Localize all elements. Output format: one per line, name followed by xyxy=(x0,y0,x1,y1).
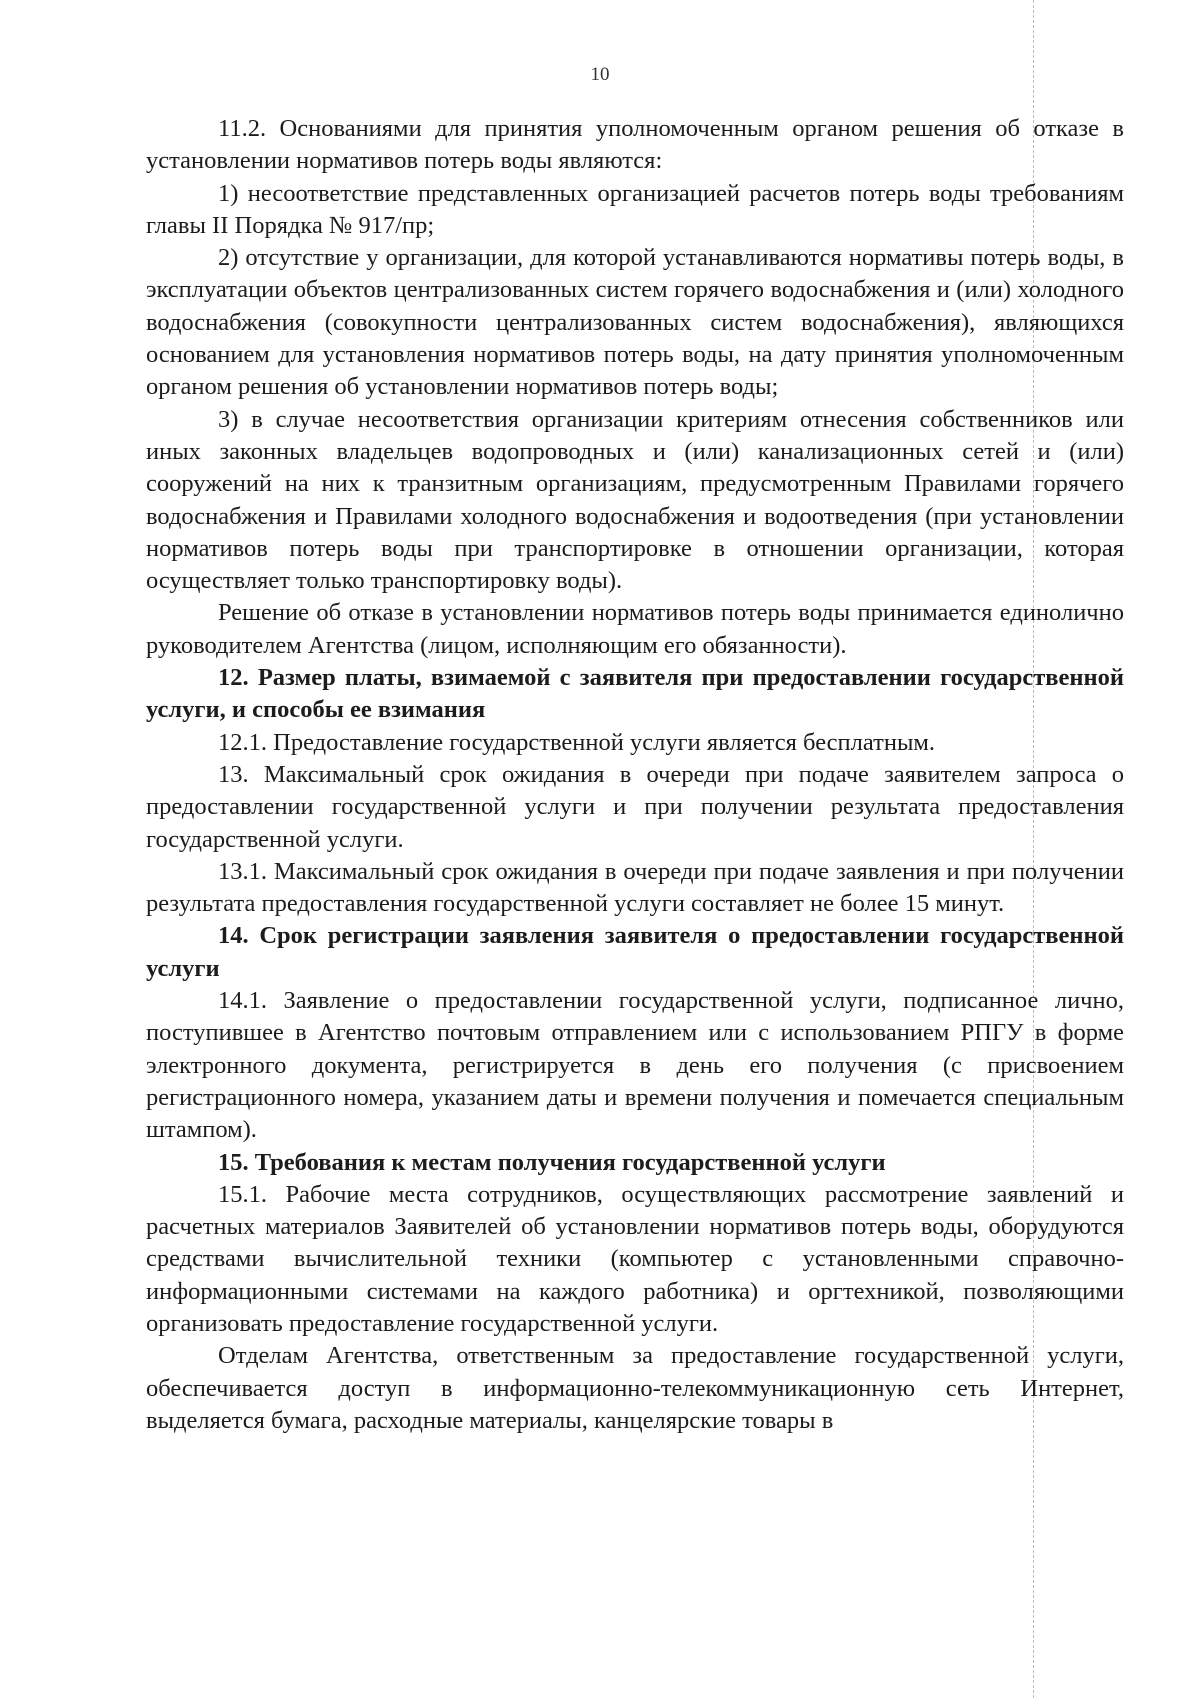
paragraph-13-1: 13.1. Максимальный срок ожидания в очереди при подаче заявления и при получении результата предоставления государственной услуги составляет не более 15 минут. xyxy=(146,857,1124,918)
section-heading-14: 14. Срок регистрации заявления заявителя о предоставлении государственной услуги xyxy=(146,922,1124,982)
paragraph-11-2-item-2: 2) отсутствие у организации, для которой устанавливаются нормативы потерь воды, в эксплуатации объектов централизованных систем горячего водоснабжения и (или) холодного водоснабжения (совокупности централизованных систем водоснабжения), являющихся основанием для установления нормативов потерь воды, на дату принятия уполномоченным органом решения об установлении нормативов потерь воды; xyxy=(146,244,1124,401)
section-heading-15: 15. Требования к местам получения государственной услуги xyxy=(218,1148,886,1176)
page-number: 10 xyxy=(590,64,610,85)
document-body xyxy=(146,113,1124,1437)
paragraph-11-2-item-3: 3) в случае несоответствия организации критериям отнесения собственников или иных законных владельцев водопроводных и (или) канализационных сетей и (или) сооружений на них к транзитным организациям, предусмотренным Правилами горячего водоснабжения и Правилами холодного водоснабжения и водоотведения (при установлении нормативов потерь воды при транспортировке в отношении организации, которая осуществляет только транспортировку воды). xyxy=(146,405,1124,595)
paragraph-15-1: 15.1. Рабочие места сотрудников, осуществляющих рассмотрение заявлений и расчетных материалов Заявителей об установлении нормативов потерь воды, оборудуются средствами вычислительной техники (компьютер с установленными справочно-информационными системами на каждого работника) и оргтехникой, позволяющими организовать предоставление государственной услуги. xyxy=(146,1180,1124,1337)
paragraph-refusal-decision: Решение об отказе в установлении нормативов потерь воды принимается единолично руководителем Агентства (лицом, исполняющим его обязанности). xyxy=(146,599,1124,659)
section-heading-12: 12. Размер платы, взимаемой с заявителя при предоставлении государственной услуги, и способы ее взимания xyxy=(146,664,1124,724)
paragraph-11-2-item-1: 1) несоответствие представленных организацией расчетов потерь воды требованиям главы II Порядка № 917/пр; xyxy=(146,179,1124,239)
paragraph-12-1: 12.1. Предоставление государственной услуги является бесплатным. xyxy=(218,728,936,756)
paragraph-13: 13. Максимальный срок ожидания в очереди при подаче заявителем запроса о предоставлении государственной услуги и при получении результата предоставления государственной услуги. xyxy=(146,760,1124,853)
paragraph-agency-departments: Отделам Агентства, ответственным за предоставление государственной услуги, обеспечивается доступ в информационно-телекоммуникационную сеть Интернет, выделяется бумага, расходные материалы, канцелярские товары в xyxy=(146,1342,1124,1434)
paragraph-14-1: 14.1. Заявление о предоставлении государственной услуги, подписанное лично, поступившее в Агентство почтовым отправлением или с использованием РПГУ в форме электронного документа, регистрируется в день его получения (с присвоением регистрационного номера, указанием даты и времени получения и помечается специальным штампом). xyxy=(146,987,1124,1144)
paragraph-11-2: 11.2. Основаниями для принятия уполномоченным органом решения об отказе в установлении нормативов потерь воды являются: xyxy=(146,115,1124,175)
